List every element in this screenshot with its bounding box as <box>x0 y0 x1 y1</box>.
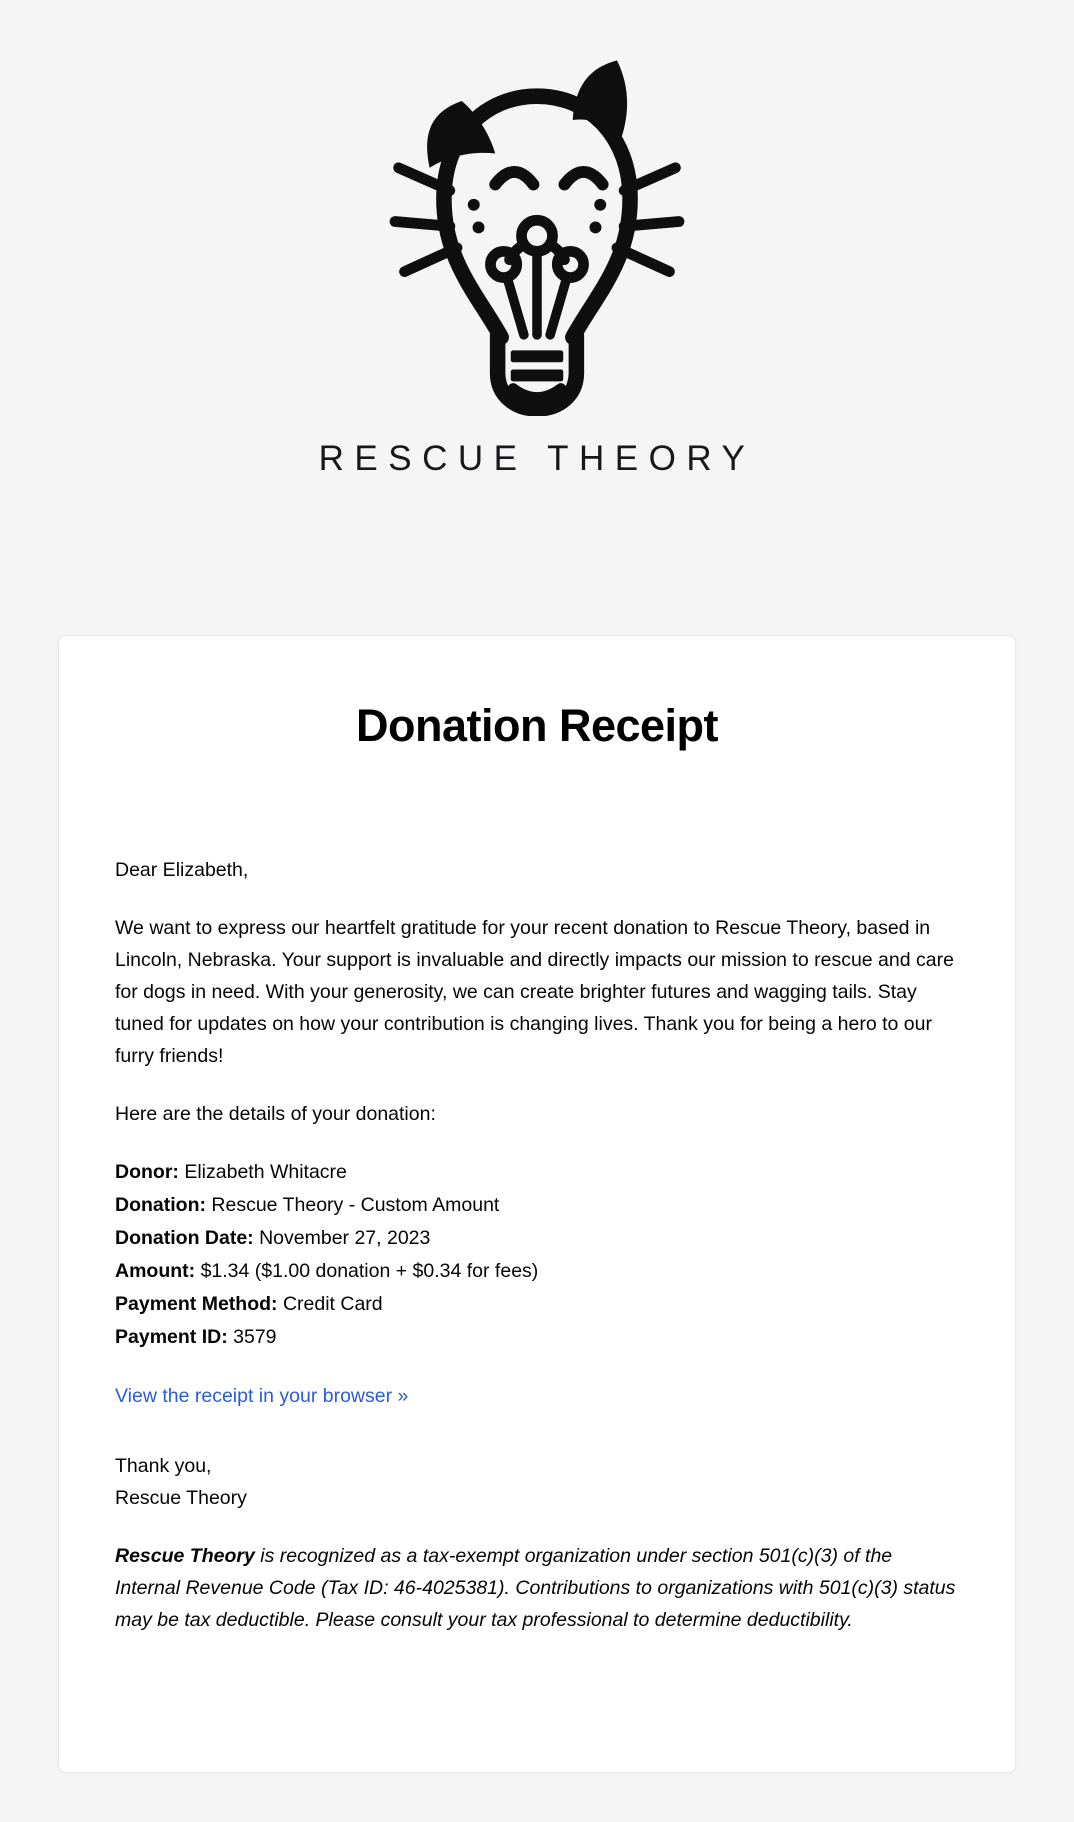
donation-details <box>115 1156 959 1354</box>
detail-label: Donation Date: <box>115 1227 254 1249</box>
detail-row-payment-method <box>115 1288 959 1321</box>
detail-value: $1.34 ($1.00 donation + $0.34 for fees) <box>200 1260 539 1282</box>
receipt-content <box>115 854 959 1636</box>
detail-label: Amount: <box>115 1260 196 1282</box>
detail-label: Donor: <box>115 1161 179 1183</box>
brand-wordmark: RESCUE THEORY <box>318 439 756 478</box>
detail-row-donor <box>115 1156 959 1189</box>
signoff-line2: Rescue Theory <box>115 1487 247 1509</box>
view-receipt-link[interactable]: View the receipt in your browser » <box>115 1385 409 1407</box>
detail-value: 3579 <box>233 1326 277 1348</box>
detail-label: Payment Method: <box>115 1293 278 1315</box>
tax-notice-text: is recognized as a tax-exempt organization under section 501(c)(3) of the Internal Revenue Code (Tax ID: 46-4025381). Contributions to organizations with 501(c)(3) status may be tax deductible. Please consult your tax professional to determine deductibility. <box>115 1545 956 1631</box>
greeting: Dear Elizabeth, <box>115 859 249 881</box>
detail-value: Rescue Theory - Custom Amount <box>211 1194 500 1216</box>
details-intro: Here are the details of your donation: <box>115 1103 436 1125</box>
tax-notice <box>115 1540 959 1636</box>
page-title: Donation Receipt <box>355 700 719 751</box>
cat-lightbulb-logo-icon <box>377 58 697 416</box>
detail-value: Credit Card <box>282 1293 383 1315</box>
detail-row-amount <box>115 1255 959 1288</box>
detail-value: Elizabeth Whitacre <box>184 1161 347 1183</box>
detail-label: Payment ID: <box>115 1326 228 1348</box>
receipt-card <box>58 635 1016 1773</box>
detail-row-donation <box>115 1189 959 1222</box>
detail-row-donation-date <box>115 1222 959 1255</box>
body-paragraph: We want to express our heartfelt gratitude for your recent donation to Rescue Theory, based in Lincoln, Nebraska. Your support is invaluable and directly impacts our mission to rescue and care for dogs in need. With your generosity, we can create brighter futures and wagging tails. Stay tuned for updates on how your contribution is changing lives. Thank you for being a hero to our furry friends! <box>115 917 954 1067</box>
tax-notice-brand: Rescue Theory <box>115 1545 255 1567</box>
signoff <box>115 1450 959 1514</box>
signoff-line1: Thank you, <box>115 1455 212 1477</box>
detail-label: Donation: <box>115 1194 206 1216</box>
detail-row-payment-id <box>115 1321 959 1354</box>
detail-value: November 27, 2023 <box>259 1227 431 1249</box>
email-header <box>0 0 1074 479</box>
